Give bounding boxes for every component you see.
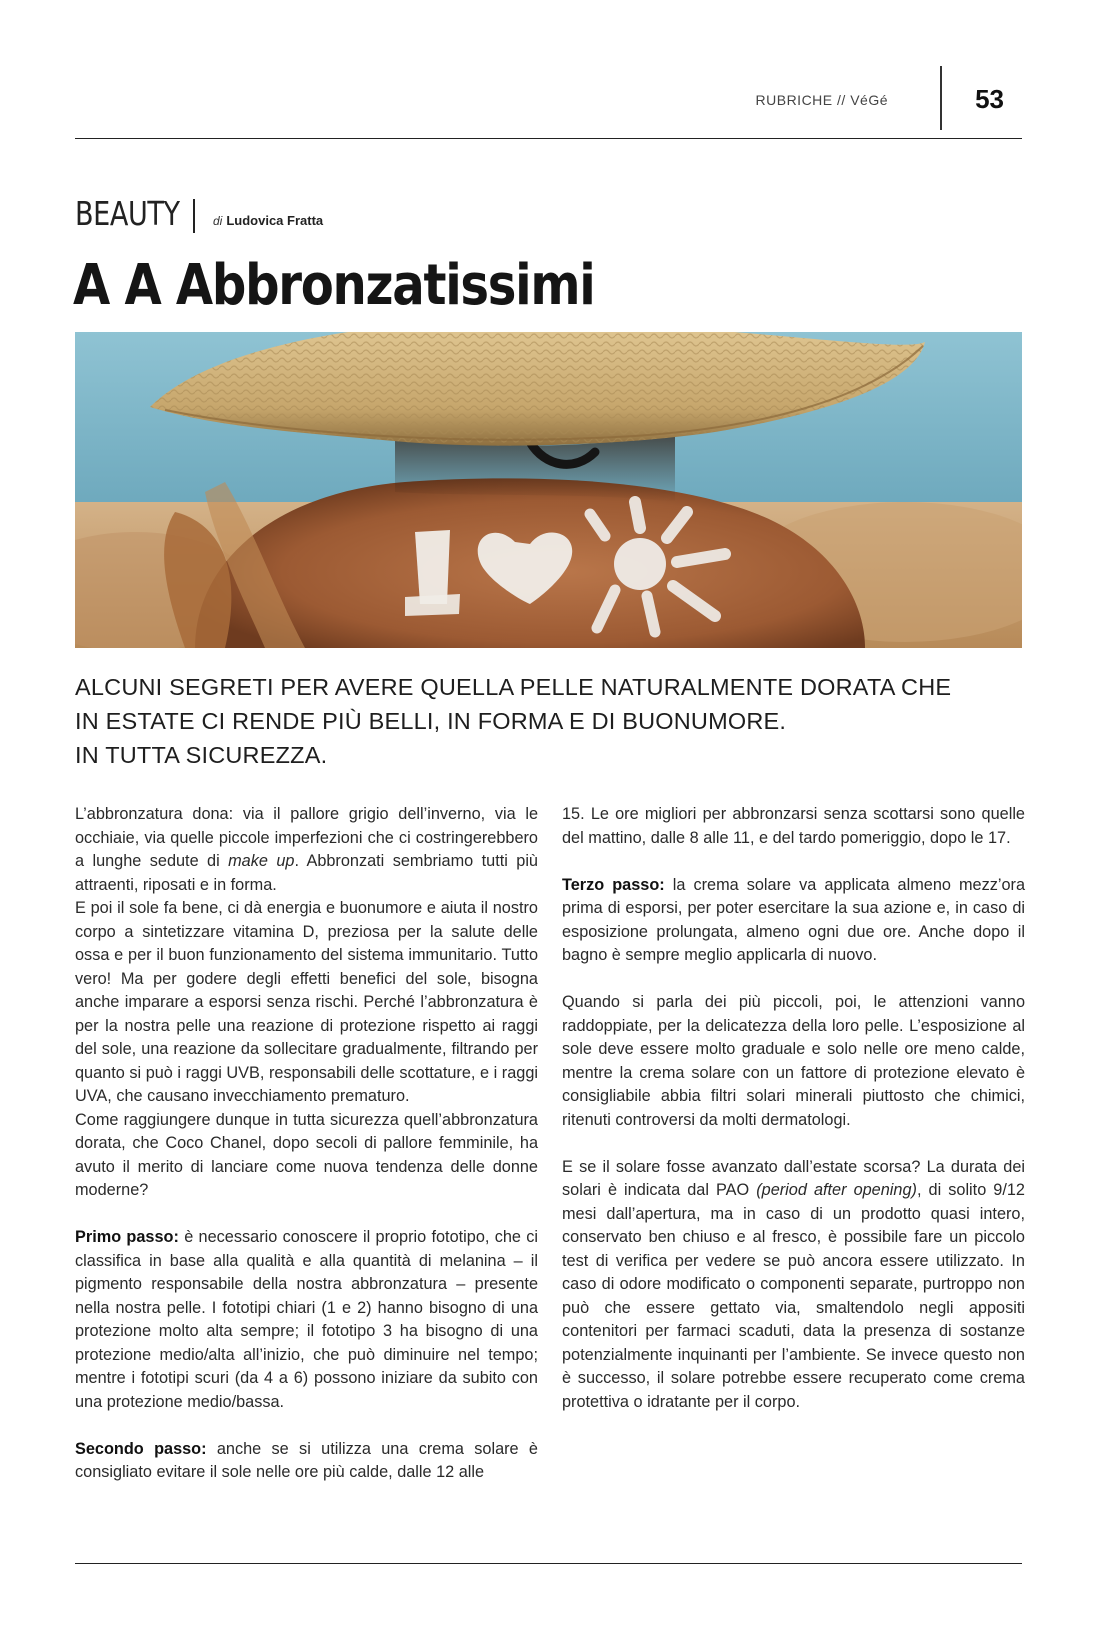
footer-rule xyxy=(75,1563,1022,1564)
section-label: RUBRICHE // VéGé xyxy=(755,92,888,108)
step-label: Secondo passo: xyxy=(75,1439,207,1458)
paragraph: Come raggiungere dunque in tutta sicurezza quell’abbronzatura dorata, che Coco Chanel, dopo secoli di pallore femminile, ha avuto il merito di lanciare come nuova tendenza delle donne moderne? xyxy=(75,1110,538,1199)
kicker-divider xyxy=(193,199,195,233)
emphasis: make up xyxy=(228,852,295,870)
lead-line-2: IN ESTATE CI RENDE PIÙ BELLI, IN FORMA E DI BUONUMORE. xyxy=(75,708,787,734)
paragraph-step-3: Terzo passo: la crema solare va applicata almeno mezz’ora prima di esporsi, per poter esercitare la sua azione e, in caso di esposizione prolungata, almeno ogni due ore. Anche dopo il bagno è sempre meglio applicarla di nuovo. xyxy=(562,875,1026,964)
byline-prefix: di xyxy=(213,214,223,228)
kicker-section: BEAUTY xyxy=(75,194,180,233)
step-label: Primo passo: xyxy=(75,1228,179,1246)
article-headline: A A Abbronzatissimi xyxy=(73,253,595,318)
hero-image xyxy=(75,332,1022,648)
body-column-left xyxy=(75,803,538,1485)
page-header xyxy=(75,62,1022,139)
beach-sunscreen-photo-icon xyxy=(75,332,1022,648)
header-divider xyxy=(940,66,942,130)
body-column-right xyxy=(562,803,1025,1414)
paragraph-step-1: Primo passo: è necessario conoscere il proprio fototipo, che ci classifica in base alla qualità e alla quantità di melanina – il pigmento responsabile della nostra abbronzatura – presente nella nostra pelle. I fototipi chiari (1 e 2) hanno bisogno di una protezione molto alta sempre; il fototipo 3 ha bisogno di una protezione medio/alta all’inizio, che può diminuire nel tempo; mentre i fototipi scuri (da 4 a 6) possono iniziare da subito con una protezione medio/bassa. xyxy=(75,1228,538,1411)
article-kicker xyxy=(75,194,323,238)
lead-line-3: IN TUTTA SICUREZZA. xyxy=(75,742,328,768)
byline-author: Ludovica Fratta xyxy=(226,213,324,228)
paragraph: 15. Le ore migliori per abbronzarsi senza scottarsi sono quelle del mattino, dalle 8 alle 11, e del tardo pomeriggio, dopo le 17. xyxy=(562,805,1025,847)
emphasis: (period after opening) xyxy=(756,1181,917,1199)
step-label: Terzo passo: xyxy=(562,875,665,894)
paragraph: E se il solare fosse avanzato dall’estate scorsa? La durata dei solari è indicata dal PAO (period after opening), di solito 9/12 mesi dall’apertura, ma in caso di un prodotto quasi intero, conservato ben chiuso e al fresco, è possibile fare un piccolo test di verifica per vedere se può ancora essere utilizzato. In caso di odore modificato o componenti separate, purtroppo non può che essere gettato via, smaltendolo negli appositi contenitori per farmaci scaduti, data la presenza di sostanze potenzialmente inquinanti per l’ambiente. Se invece questo non è successo, il solare potrebbe essere recuperato come crema protettiva o idratante per il corpo. xyxy=(562,1157,1025,1411)
paragraph: L’abbronzatura dona: via il pallore grigio dell’inverno, via le occhiaie, via quelle piccole imperfezioni che ci costringerebbero a lunghe sedute di make up. Abbronzati sembriamo tutti più attraenti, riposati e in forma. xyxy=(75,805,538,894)
paragraph-step-2: Secondo passo: anche se si utilizza una crema solare è consigliato evitare il sole nelle ore più calde, dalle 12 alle xyxy=(75,1439,538,1481)
page-number: 53 xyxy=(975,84,1004,114)
article-lead xyxy=(75,670,1022,772)
paragraph: E poi il sole fa bene, ci dà energia e buonumore e aiuta il nostro corpo a sintetizzare vitamina D, preziosa per la salute delle ossa e per il buon funzionamento del sistema immunitario. Tutto vero! Ma per godere degli effetti benefici del sole, bisogna anche imparare a esporsi senza rischi. Perché l’abbronzatura è per la nostra pelle una reazione di protezione rispetto ai raggi del sole, una reazione da sollecitare gradualmente, filtrando per quanto si può i raggi UVB, responsabili delle scottature, e i raggi UVA, che causano invecchiamento prematuro. xyxy=(75,899,538,1105)
lead-line-1: ALCUNI SEGRETI PER AVERE QUELLA PELLE NATURALMENTE DORATA CHE xyxy=(75,674,952,700)
paragraph: Quando si parla dei più piccoli, poi, le attenzioni vanno raddoppiate, per la delicatezza della loro pelle. L’esposizione al sole deve essere molto graduale e solo nelle ore meno calde, mentre la crema solare con un fattore di protezione elevato è consigliabile abbia filtri solari minerali piuttosto che chimici, ritenuti controversi da molti dermatologi. xyxy=(562,993,1025,1129)
